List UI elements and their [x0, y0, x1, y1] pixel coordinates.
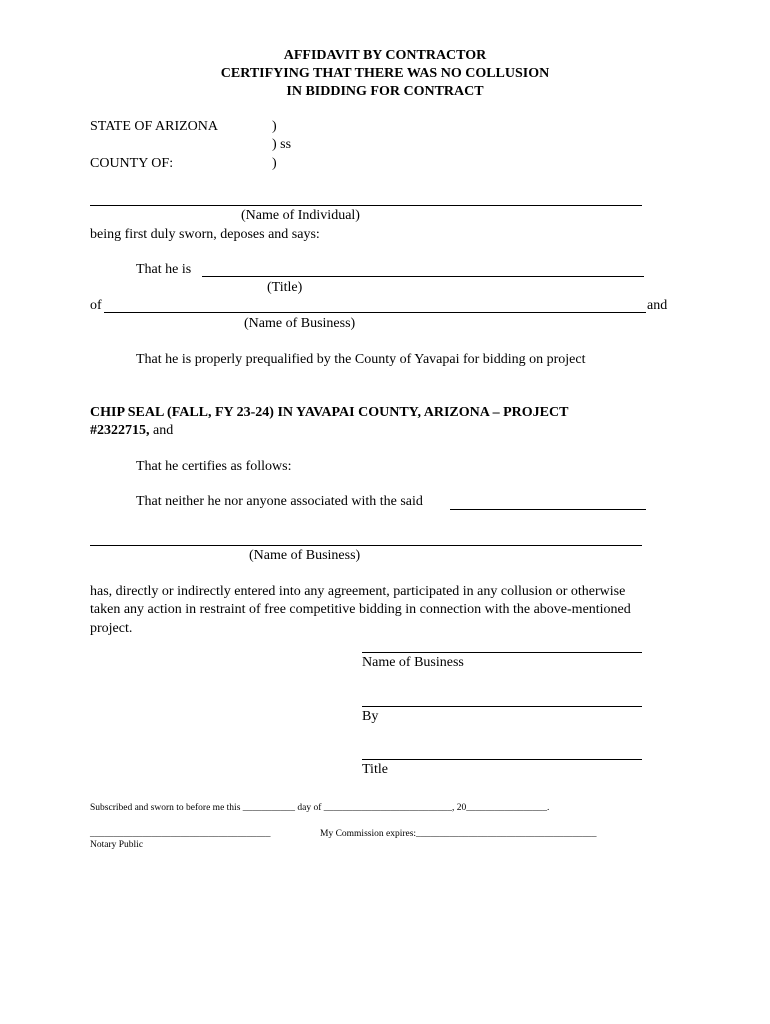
venue-paren-ss: ) ss: [272, 137, 292, 152]
signature-title-label: Title: [362, 762, 388, 777]
title-caption: (Title): [267, 280, 303, 295]
said-business-line[interactable]: [450, 509, 646, 510]
collusion-line-3: project.: [90, 621, 133, 636]
signature-by-label: By: [362, 709, 379, 724]
county-label: COUNTY OF:: [90, 156, 174, 171]
collusion-line-1: has, directly or indirectly entered into any agreement, participated in any collusion or otherwise: [90, 584, 626, 599]
title-prefix: That he is: [136, 262, 192, 277]
prequalified-text: That he is properly prequalified by the County of Yavapai for bidding on project: [136, 352, 586, 367]
signature-business-line[interactable]: [362, 652, 642, 653]
venue-paren-1: ): [272, 119, 277, 134]
project-line-2: [90, 422, 173, 440]
project-and: and: [149, 423, 174, 438]
notary-public-label: Notary Public: [90, 840, 144, 850]
venue-paren-3: ): [272, 156, 277, 171]
signature-business-label: Name of Business: [362, 655, 464, 670]
notary-commission-text: My Commission expires:______________________________________: [320, 829, 597, 839]
individual-name-caption: (Name of Individual): [241, 208, 360, 223]
notary-signature-line[interactable]: ______________________________________: [90, 829, 271, 839]
project-line-1: CHIP SEAL (FALL, FY 23-24) IN YAVAPAI COUNTY, ARIZONA – PROJECT: [90, 405, 569, 420]
business-name-caption: (Name of Business): [244, 316, 356, 331]
signature-title-line[interactable]: [362, 759, 642, 760]
certifies-text: That he certifies as follows:: [136, 459, 292, 474]
signature-by-line[interactable]: [362, 706, 642, 707]
notary-subscribed-text: Subscribed and sworn to before me this ___________ day of ___________________________, 20_________________.: [90, 803, 550, 813]
business-name-line-2[interactable]: [90, 545, 642, 546]
business-name-caption-2: (Name of Business): [249, 548, 361, 563]
individual-name-line[interactable]: [90, 205, 642, 206]
project-number: #2322715,: [90, 423, 150, 438]
business-suffix: and: [647, 298, 668, 313]
doc-title-line-3: IN BIDDING FOR CONTRACT: [286, 84, 484, 99]
business-prefix: of: [90, 298, 102, 313]
state-label: STATE OF ARIZONA: [90, 119, 218, 134]
doc-title-line-2: CERTIFYING THAT THERE WAS NO COLLUSION: [220, 66, 550, 81]
business-name-line[interactable]: [104, 312, 646, 313]
sworn-text: being first duly sworn, deposes and says:: [90, 227, 320, 242]
neither-text: That neither he nor anyone associated with the said: [136, 494, 423, 509]
collusion-line-2: taken any action in restraint of free competitive bidding in connection with the above-mentioned: [90, 602, 631, 617]
doc-title-line-1: AFFIDAVIT BY CONTRACTOR: [283, 48, 487, 63]
title-line[interactable]: [202, 276, 644, 277]
